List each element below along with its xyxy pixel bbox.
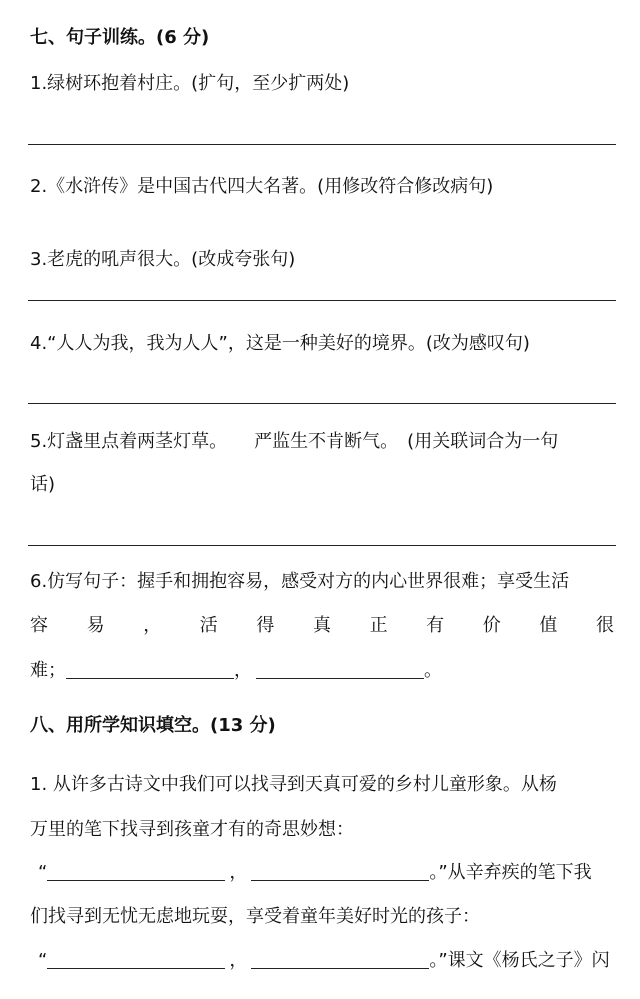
q6-end: 。: [424, 660, 442, 681]
q6-char: 易: [86, 615, 105, 636]
blank-8-1-a[interactable]: [47, 862, 225, 881]
section-7-title: 七、句子训练。(6 分): [30, 27, 210, 48]
question-8-1-line4: 们找寻到无忧无虑地玩耍，享受着童年美好时光的孩子：: [30, 906, 480, 927]
question-7-4: 4.“人人为我，我为人人”，这是一种美好的境界。(改为感叹句): [30, 333, 530, 354]
question-8-1-line1: 1. 从许多古诗文中我们可以找寻到天真可爱的乡村儿童形象。从杨: [30, 774, 557, 795]
answer-line-7-3[interactable]: [28, 300, 616, 301]
answer-line-7-1[interactable]: [28, 144, 616, 145]
q6-char: 很: [595, 615, 614, 636]
q6-char: 真: [312, 615, 331, 636]
question-7-5-line2: 话): [30, 474, 56, 495]
question-8-1-line2: 万里的笔下找寻到孩童才有的奇思妙想：: [30, 819, 354, 840]
q6-char: 得: [256, 615, 275, 636]
blank-8-1-d[interactable]: [251, 950, 429, 969]
answer-line-7-4[interactable]: [28, 403, 616, 404]
separator: ，: [229, 862, 248, 883]
q6-line3-start: 难；: [30, 660, 66, 681]
line3-tail: 。”从辛弃疾的笔下我: [429, 862, 592, 883]
q6-char: ，: [143, 615, 162, 636]
section-8-title: 八、用所学知识填空。(13 分): [30, 715, 276, 736]
line5-tail: 。”课文《杨氏之子》闪: [429, 950, 610, 971]
question-7-1: 1.绿树环抱着村庄。(扩句，至少扩两处): [30, 73, 350, 94]
q6-char: 价: [482, 615, 501, 636]
question-7-6-line2: [30, 615, 614, 637]
question-7-6-line1: 6.仿写句子：握手和拥抱容易，感受对方的内心世界很难；享受生活: [30, 571, 570, 592]
q6-char: 容: [30, 615, 48, 636]
q6-separator: ，: [234, 660, 252, 681]
answer-line-7-5[interactable]: [28, 545, 616, 546]
blank-8-1-c[interactable]: [47, 950, 225, 969]
q6-char: 正: [369, 615, 388, 636]
question-7-2: 2.《水浒传》是中国古代四大名著。(用修改符合修改病句): [30, 176, 494, 197]
blank-7-6-a[interactable]: [66, 660, 234, 679]
blank-7-6-b[interactable]: [256, 660, 424, 679]
quote-open: “: [38, 862, 48, 883]
quote-open: “: [38, 950, 48, 971]
question-7-3: 3.老虎的吼声很大。(改成夸张句): [30, 249, 296, 270]
q6-char: 值: [539, 615, 558, 636]
question-8-1-line5: [38, 950, 610, 972]
q6-char: 活: [199, 615, 218, 636]
question-8-1-line3: [38, 862, 592, 884]
separator: ，: [229, 950, 248, 971]
q6-char: 有: [426, 615, 445, 636]
blank-8-1-b[interactable]: [251, 862, 429, 881]
question-7-6-line3: [30, 660, 442, 682]
question-7-5-line1: 5.灯盏里点着两茎灯草。 严监生不肯断气。 (用关联词合为一句: [30, 431, 559, 452]
